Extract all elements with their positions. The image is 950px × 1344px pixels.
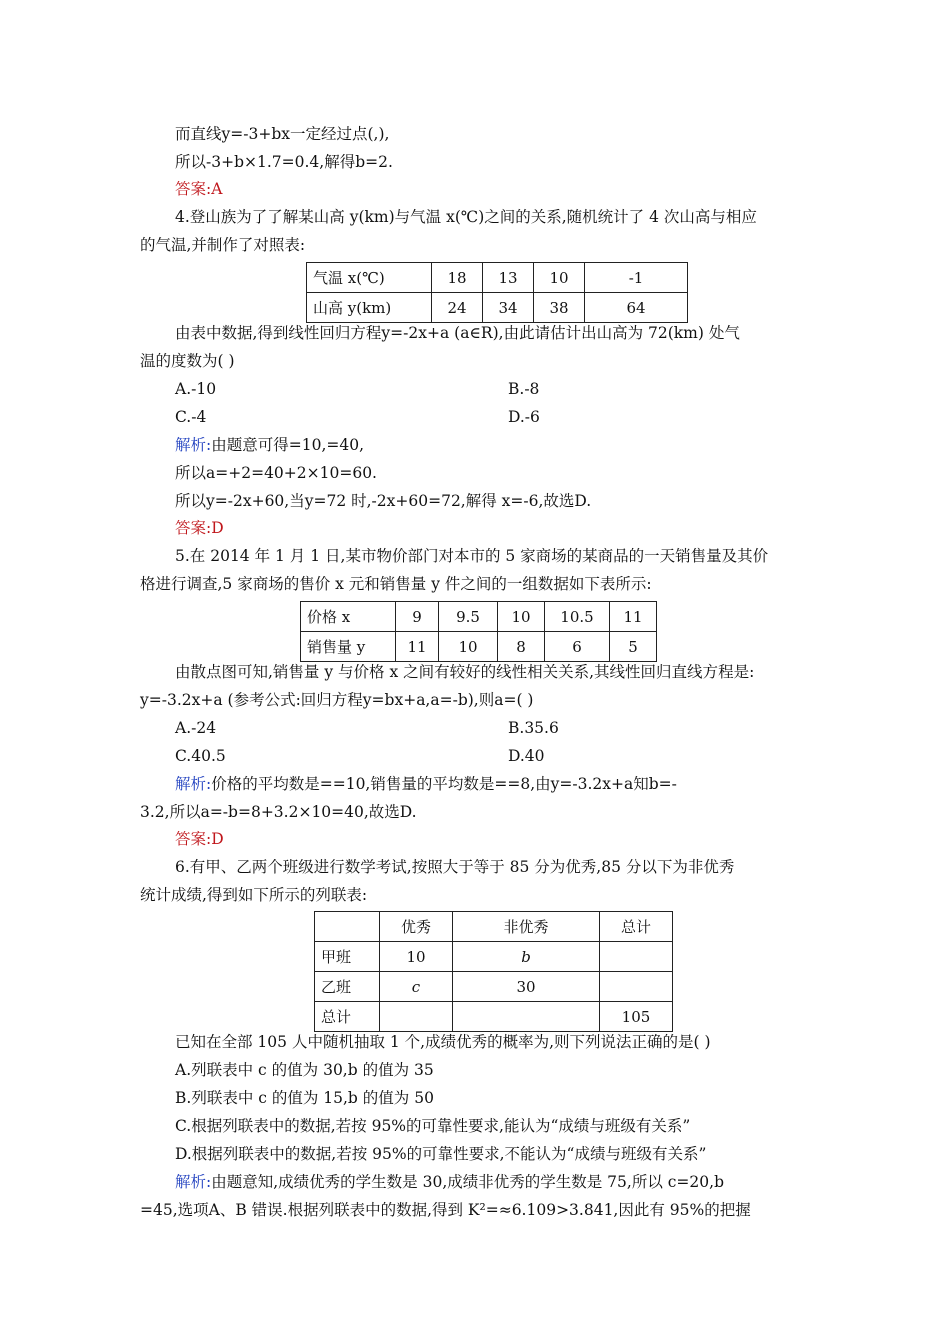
table-cell: 总计: [315, 1002, 380, 1032]
table-cell: [600, 942, 673, 972]
table-header-row: [315, 912, 673, 942]
table-cell: 105: [600, 1002, 673, 1032]
q6-stem-line-1: 6.有甲、乙两个班级进行数学考试,按照大于等于 85 分为优秀,85 分以下为非优秀: [175, 858, 735, 876]
table-cell: 总计: [600, 912, 673, 942]
q4-solution-line-2: 所以a=+2=40+2×10=60.: [175, 464, 377, 482]
q6-text-line-1: 已知在全部 105 人中随机抽取 1 个,成绩优秀的概率为,则下列说法正确的是( ): [175, 1033, 711, 1051]
intro-line-2: 所以-3+b×1.7=0.4,解得b=2.: [175, 153, 393, 171]
q5-solution-line-2: 3.2,所以a=-b=8+3.2×10=40,故选D.: [140, 803, 417, 821]
table-cell: 11: [610, 602, 657, 632]
q4-solution-line-3: 所以y=-2x+60,当y=72 时,-2x+60=72,解得 x=-6,故选D.: [175, 492, 592, 510]
q4-text-line-2: 温的度数为( ): [140, 352, 235, 370]
q5-solution-line-1: [175, 774, 677, 794]
table-cell: 8: [498, 632, 545, 662]
table-cell: 非优秀: [453, 912, 600, 942]
table-row: [301, 632, 657, 662]
table-cell: 价格 x: [301, 602, 396, 632]
q6-solution-line-2: =45,选项A、B 错误.根据列联表中的数据,得到 K²=≈6.109>3.841,因此有 95%的把握: [140, 1201, 751, 1219]
q6-option-b: B.列联表中 c 的值为 15,b 的值为 50: [175, 1089, 434, 1107]
table-cell: 18: [432, 263, 483, 293]
table-cell: [453, 1002, 600, 1032]
q6-option-a: A.列联表中 c 的值为 30,b 的值为 35: [175, 1061, 434, 1079]
table-cell: 山高 y(km): [307, 293, 432, 323]
q4-option-b: B.-8: [508, 380, 540, 398]
q4-stem-line-1: 4.登山族为了了解某山高 y(km)与气温 x(℃)之间的关系,随机统计了 4 次山高与相应: [175, 208, 757, 226]
table-cell: 64: [585, 293, 688, 323]
table-cell: [315, 912, 380, 942]
q5-option-c: C.40.5: [175, 747, 226, 765]
table-cell: 30: [453, 972, 600, 1002]
intro-line-1: 而直线y=-3+bx一定经过点(,),: [175, 125, 390, 143]
table-row: [315, 942, 673, 972]
q4-option-a: A.-10: [175, 380, 217, 398]
q4-solution-line-1: [175, 435, 364, 455]
table-cell: 10: [498, 602, 545, 632]
q4-text-line-1: 由表中数据,得到线性回归方程y=-2x+a (a∈R),由此请估计出山高为 72(km) 处气: [175, 324, 740, 342]
q5-text-line-1: 由散点图可知,销售量 y 与价格 x 之间有较好的线性相关关系,其线性回归直线方程是:: [175, 663, 755, 681]
q4-answer: 答案:D: [175, 519, 224, 537]
table-cell: 10: [380, 942, 453, 972]
table-cell: [600, 972, 673, 1002]
q5-table: [300, 601, 657, 662]
table-cell: 13: [483, 263, 534, 293]
table-cell: b: [453, 942, 600, 972]
table-cell: 38: [534, 293, 585, 323]
table-cell: 11: [396, 632, 439, 662]
solution-text: 价格的平均数是==10,销售量的平均数是==8,由y=-3.2x+a知b=-: [211, 775, 677, 793]
table-cell: 34: [483, 293, 534, 323]
q5-answer: 答案:D: [175, 830, 224, 848]
q5-stem-line-2: 格进行调查,5 家商场的售价 x 元和销售量 y 件之间的一组数据如下表所示:: [140, 575, 652, 593]
q5-option-b: B.35.6: [508, 719, 559, 737]
table-cell: 气温 x(℃): [307, 263, 432, 293]
table-row: [315, 972, 673, 1002]
q6-option-c: C.根据列联表中的数据,若按 95%的可靠性要求,能认为“成绩与班级有关系”: [175, 1117, 691, 1135]
q5-option-a: A.-24: [175, 719, 217, 737]
solution-label: 解析:: [175, 436, 212, 454]
solution-label: 解析:: [175, 775, 212, 793]
solution-text: 由题意知,成绩优秀的学生数是 30,成绩非优秀的学生数是 75,所以 c=20,b: [211, 1173, 724, 1191]
table-row: [301, 602, 657, 632]
q6-solution-line-1: [175, 1172, 724, 1192]
table-cell: [380, 1002, 453, 1032]
table-cell: 销售量 y: [301, 632, 396, 662]
q6-stem-line-2: 统计成绩,得到如下所示的列联表:: [140, 886, 368, 904]
table-cell: 9.5: [439, 602, 498, 632]
solution-label: 解析:: [175, 1173, 212, 1191]
table-cell: 优秀: [380, 912, 453, 942]
intro-answer: 答案:A: [175, 180, 223, 198]
q6-option-d: D.根据列联表中的数据,若按 95%的可靠性要求,不能认为“成绩与班级有关系”: [175, 1145, 707, 1163]
table-cell: c: [380, 972, 453, 1002]
table-row: [307, 293, 688, 323]
table-cell: 10.5: [545, 602, 610, 632]
table-cell: -1: [585, 263, 688, 293]
table-cell: 乙班: [315, 972, 380, 1002]
q5-stem-line-1: 5.在 2014 年 1 月 1 日,某市物价部门对本市的 5 家商场的某商品的一天销售量及其价: [175, 547, 769, 565]
table-cell: 10: [439, 632, 498, 662]
table-cell: 24: [432, 293, 483, 323]
q5-option-d: D.40: [508, 747, 545, 765]
table-row: [307, 263, 688, 293]
table-cell: 10: [534, 263, 585, 293]
table-row: [315, 1002, 673, 1032]
q6-table: [314, 911, 673, 1032]
table-cell: 6: [545, 632, 610, 662]
q4-table: [306, 262, 688, 323]
table-cell: 5: [610, 632, 657, 662]
q5-text-line-2: y=-3.2x+a (参考公式:回归方程y=bx+a,a=-b),则a=( ): [140, 691, 534, 709]
solution-text: 由题意可得=10,=40,: [211, 436, 365, 454]
q4-option-d: D.-6: [508, 408, 540, 426]
q4-stem-line-2: 的气温,并制作了对照表:: [140, 236, 306, 254]
table-cell: 甲班: [315, 942, 380, 972]
q4-option-c: C.-4: [175, 408, 207, 426]
table-cell: 9: [396, 602, 439, 632]
